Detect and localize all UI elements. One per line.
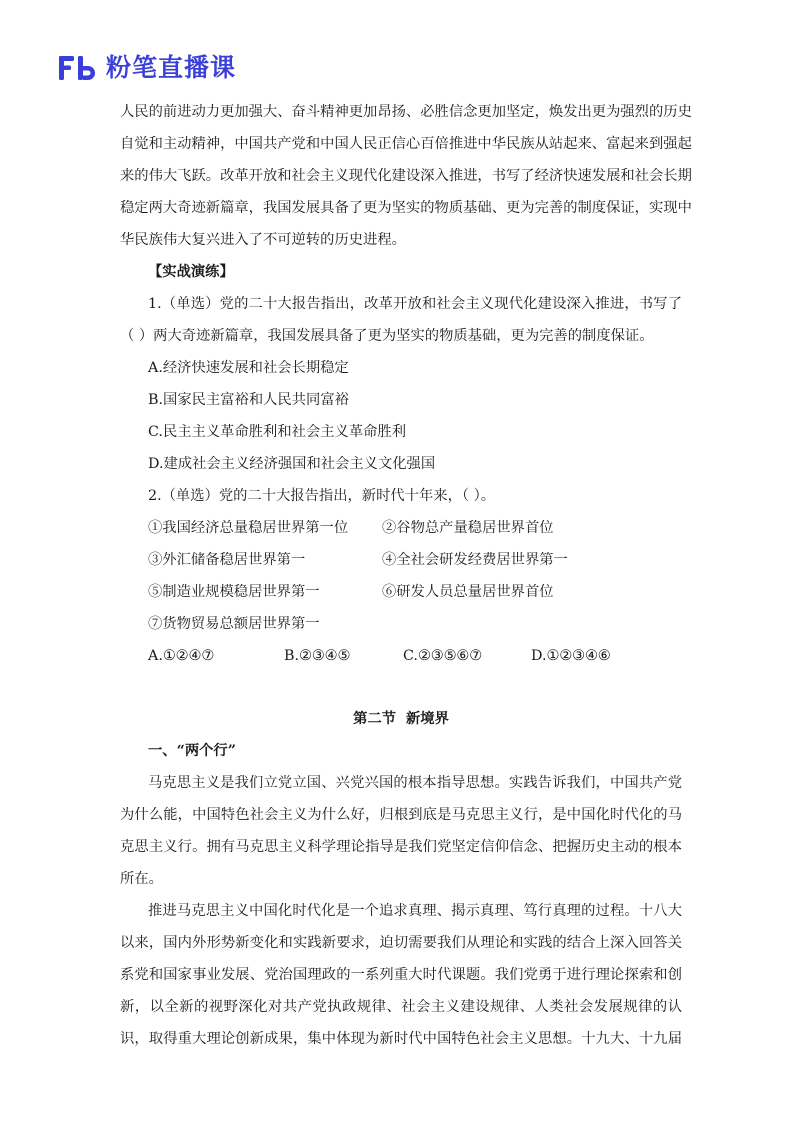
intro-line: 华民族伟大复兴进入了不可逆转的历史进程。 <box>120 232 406 248</box>
paragraph-line: 系党和国家事业发展、党治国理政的一系列重大时代课题。我们党勇于进行理论探索和创 <box>120 967 682 983</box>
question-2-item: ③外汇储备稳居世界第一 <box>148 552 306 568</box>
question-2-item: ⑦货物贸易总额居世界第一 <box>148 616 320 632</box>
practice-heading: 【实战演练】 <box>148 264 234 280</box>
question-1-option-d: D.建成社会主义经济强国和社会主义文化强国 <box>148 456 436 472</box>
fb-logo-icon <box>58 53 98 83</box>
question-1-option-a: A.经济快速发展和社会长期稳定 <box>148 360 349 376</box>
question-1-stem: 1.（单选）党的二十大报告指出，改革开放和社会主义现代化建设深入推进，书写了 <box>148 296 682 312</box>
question-2-item: ④全社会研发经费居世界第一 <box>382 552 568 568</box>
intro-line: 来的伟大飞跃。改革开放和社会主义现代化建设深入推进，书写了经济快速发展和社会长期 <box>120 168 692 184</box>
paragraph-line: 以来，国内外形势新变化和实践新要求，迫切需要我们从理论和实践的结合上深入回答关 <box>120 935 682 951</box>
question-2-item: ⑥研发人员总量居世界首位 <box>382 584 554 600</box>
question-2-stem: 2.（单选）党的二十大报告指出，新时代十年来，（ ）。 <box>148 488 496 504</box>
paragraph-line: 所在。 <box>120 871 163 887</box>
section-subheading: 一、“两个行” <box>148 743 236 759</box>
intro-line: 自觉和主动精神，中国共产党和中国人民正信心百倍推进中华民族从站起来、富起来到强起 <box>120 136 692 152</box>
intro-line: 稳定两大奇迹新篇章，我国发展具备了更为坚实的物质基础、更为完善的制度保证，实现中 <box>120 200 692 216</box>
question-1-stem-cont: （ ）两大奇迹新篇章，我国发展具备了更为坚实的物质基础，更为完善的制度保证。 <box>120 328 654 344</box>
question-1-option-c: C.民主主义革命胜利和社会主义革命胜利 <box>148 424 407 440</box>
question-2-item: ①我国经济总量稳居世界第一位 <box>148 520 349 536</box>
paragraph-line: 为什么能，中国特色社会主义为什么好，归根到底是马克思主义行，是中国化时代化的马 <box>120 807 682 823</box>
section-title: 第二节 新境界 <box>353 711 449 727</box>
paragraph-line: 推进马克思主义中国化时代化是一个追求真理、揭示真理、笃行真理的过程。十八大 <box>148 903 682 919</box>
question-2-choice-c: C.②③⑤⑥⑦ <box>403 648 483 664</box>
brand-logo <box>58 51 236 85</box>
question-1-option-b: B.国家民主富裕和人民共同富裕 <box>148 392 349 408</box>
intro-line: 人民的前进动力更加强大、奋斗精神更加昂扬、必胜信念更加坚定，焕发出更为强烈的历史 <box>120 104 692 120</box>
paragraph-line: 马克思主义是我们立党立国、兴党兴国的根本指导思想。实践告诉我们，中国共产党 <box>148 775 682 791</box>
question-2-choice-a: A.①②④⑦ <box>148 648 215 664</box>
brand-text: 粉笔直播课 <box>106 53 237 82</box>
paragraph-line: 识，取得重大理论创新成果，集中体现为新时代中国特色社会主义思想。十九大、十九届 <box>120 1031 682 1047</box>
question-2-item: ⑤制造业规模稳居世界第一 <box>148 584 320 600</box>
question-2-choice-b: B.②③④⑤ <box>284 648 351 664</box>
paragraph-line: 克思主义行。拥有马克思主义科学理论指导是我们党坚定信仰信念、把握历史主动的根本 <box>120 839 682 855</box>
question-2-choice-d: D.①②③④⑥ <box>531 648 611 664</box>
question-2-item: ②谷物总产量稳居世界首位 <box>382 520 554 536</box>
paragraph-line: 新，以全新的视野深化对共产党执政规律、社会主义建设规律、人类社会发展规律的认 <box>120 999 682 1015</box>
